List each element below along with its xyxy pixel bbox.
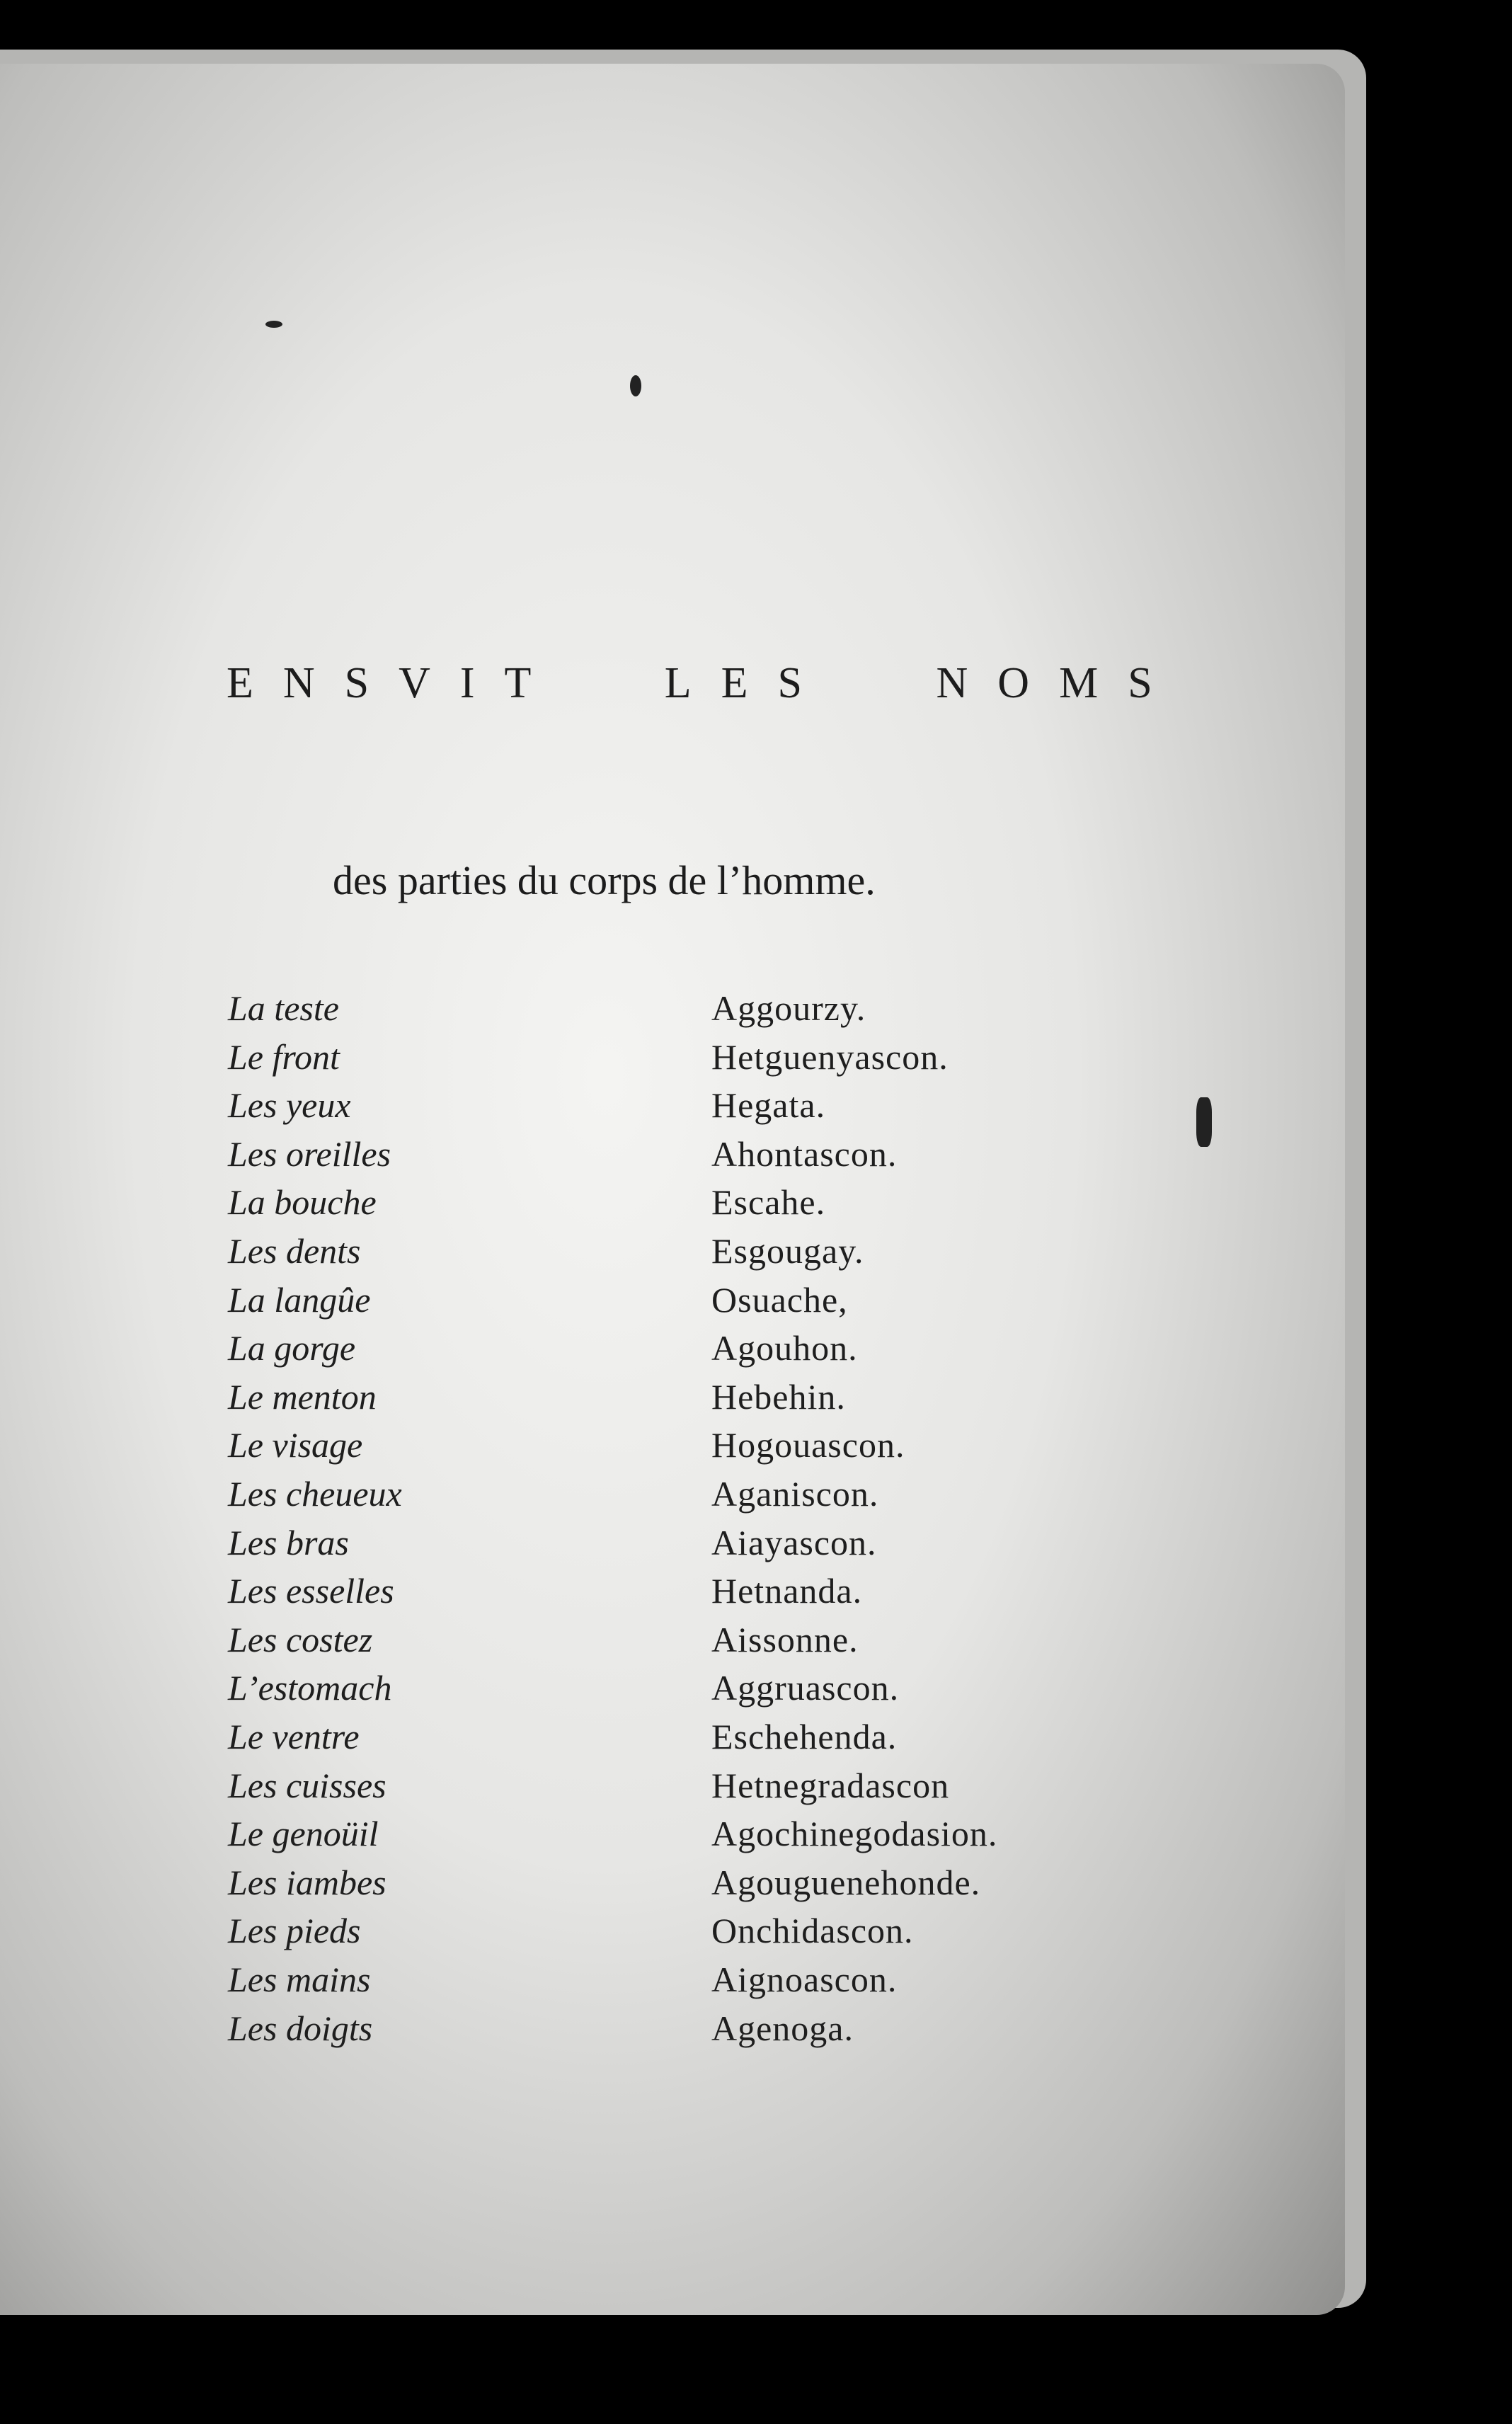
huron-term: Escahe. <box>711 1182 826 1223</box>
huron-term: Osuache, <box>711 1279 848 1320</box>
ink-speck <box>1196 1097 1212 1147</box>
french-term: Les oreilles <box>228 1133 391 1174</box>
ink-speck <box>630 375 641 396</box>
huron-term: Hogouascon. <box>711 1425 905 1465</box>
french-term: La bouche <box>228 1182 377 1223</box>
vocabulary-row <box>0 1619 1133 1669</box>
vocabulary-row <box>0 1716 1133 1766</box>
vocabulary-row <box>0 1910 1133 1960</box>
huron-term: Hetguenyascon. <box>711 1036 949 1077</box>
french-term: Les cuisses <box>228 1765 386 1805</box>
vocabulary-row <box>0 1279 1133 1329</box>
french-term: Les bras <box>228 1522 349 1562</box>
french-term: Le visage <box>228 1425 363 1465</box>
vocabulary-row <box>0 1133 1133 1183</box>
french-term: Le ventre <box>228 1717 360 1756</box>
huron-term: Aiayascon. <box>711 1522 877 1562</box>
vocabulary-row <box>0 1959 1133 2008</box>
huron-term: Aggruascon. <box>711 1668 900 1708</box>
huron-term: Aggourzy. <box>711 988 866 1028</box>
huron-term: Onchidascon. <box>711 1911 914 1951</box>
french-term: Les dents <box>228 1231 361 1271</box>
huron-term: Ahontascon. <box>711 1133 898 1174</box>
huron-term: Aissonne. <box>711 1619 859 1659</box>
huron-term: Hegata. <box>711 1085 826 1126</box>
vocabulary-row <box>0 1667 1133 1717</box>
french-term: Les iambes <box>228 1862 386 1902</box>
french-term: Les costez <box>228 1619 373 1659</box>
page-subtitle: des parties du corps de l’homme. <box>333 857 876 903</box>
vocabulary-row <box>0 1862 1133 1911</box>
ink-speck <box>265 321 282 328</box>
huron-term: Aignoascon. <box>711 1960 898 1999</box>
huron-term: Hetnanda. <box>711 1571 863 1611</box>
french-term: Les mains <box>228 1960 371 1999</box>
french-term: Le menton <box>228 1376 377 1417</box>
huron-term: Eschehenda. <box>711 1717 898 1756</box>
huron-term: Agouguenehonde. <box>711 1862 981 1902</box>
vocabulary-row <box>0 1230 1133 1280</box>
huron-term: Agouhon. <box>711 1328 858 1368</box>
vocabulary-row <box>0 1327 1133 1377</box>
vocabulary-row <box>0 988 1133 1037</box>
vocabulary-row <box>0 1424 1133 1474</box>
french-term: Le front <box>228 1036 340 1077</box>
vocabulary-row <box>0 1522 1133 1572</box>
huron-term: Agenoga. <box>711 2008 854 2048</box>
vocabulary-row <box>0 1570 1133 1620</box>
french-term: La langûe <box>228 1279 371 1320</box>
vocabulary-row <box>0 1813 1133 1863</box>
french-term: Les cheueux <box>228 1474 402 1514</box>
huron-term: Hetnegradascon <box>711 1765 950 1805</box>
vocabulary-row <box>0 1376 1133 1426</box>
huron-term: Agochinegodasion. <box>711 1814 998 1854</box>
vocabulary-row <box>0 2008 1133 2057</box>
french-term: Le genoüil <box>228 1814 379 1854</box>
vocabulary-row <box>0 1036 1133 1086</box>
vocabulary-row <box>0 1085 1133 1134</box>
french-term: Les yeux <box>228 1085 351 1126</box>
huron-term: Aganiscon. <box>711 1474 879 1514</box>
french-term: La teste <box>228 988 339 1028</box>
book-page <box>0 64 1345 2315</box>
vocabulary-row <box>0 1182 1133 1231</box>
huron-term: Esgougay. <box>711 1231 864 1271</box>
french-term: La gorge <box>228 1328 356 1368</box>
vocabulary-row <box>0 1765 1133 1814</box>
huron-term: Hebehin. <box>711 1376 846 1417</box>
page-title: ENSVIT LES NOMS <box>227 659 1182 707</box>
french-term: L’estomach <box>228 1668 392 1708</box>
vocabulary-row <box>0 1473 1133 1523</box>
french-term: Les doigts <box>228 2008 373 2048</box>
french-term: Les esselles <box>228 1571 394 1611</box>
french-term: Les pieds <box>228 1911 361 1951</box>
